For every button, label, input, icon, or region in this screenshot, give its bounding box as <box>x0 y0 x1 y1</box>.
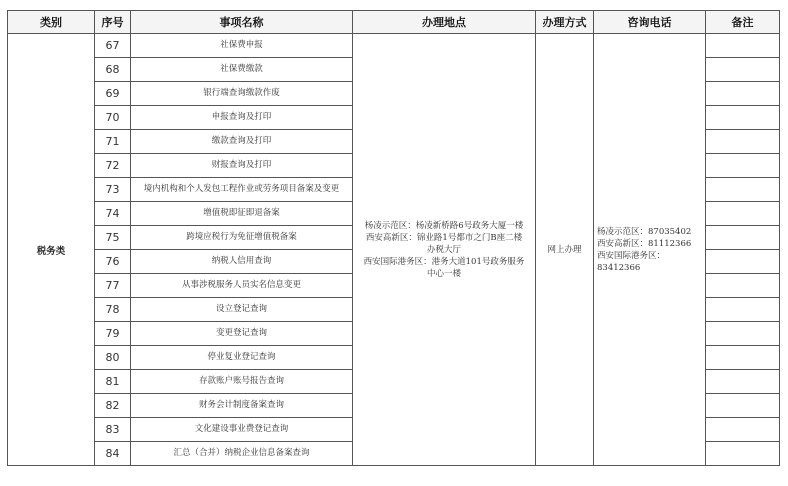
method-cell: 网上办理 <box>536 34 594 466</box>
item-name: 境内机构和个人发包工程作业或劳务项目备案及变更 <box>131 178 353 202</box>
item-name: 缴款查询及打印 <box>131 130 353 154</box>
remark-cell <box>706 322 780 346</box>
row-number: 82 <box>95 394 131 418</box>
row-number: 84 <box>95 442 131 466</box>
phone-cell <box>594 34 706 466</box>
row-number: 72 <box>95 154 131 178</box>
remark-cell <box>706 250 780 274</box>
remark-cell <box>706 130 780 154</box>
category-cell: 税务类 <box>8 34 95 466</box>
location-cell <box>353 34 536 466</box>
header-name: 事项名称 <box>131 11 353 34</box>
remark-cell <box>706 202 780 226</box>
table-row <box>8 34 780 58</box>
header-category: 类别 <box>8 11 95 34</box>
remark-cell <box>706 178 780 202</box>
item-name: 设立登记查询 <box>131 298 353 322</box>
item-name: 停业复业登记查询 <box>131 346 353 370</box>
location-line: 西安国际港务区：港务大道101号政务服务 <box>363 256 525 267</box>
row-number: 81 <box>95 370 131 394</box>
remark-cell <box>706 394 780 418</box>
location-line: 中心一楼 <box>426 268 461 279</box>
remark-cell <box>706 226 780 250</box>
location-line: 西安高新区：锦业路1号都市之门B座二楼 <box>365 232 523 243</box>
row-number: 67 <box>95 34 131 58</box>
header-location: 办理地点 <box>353 11 536 34</box>
phone-line: 83412366 <box>597 262 641 273</box>
row-number: 83 <box>95 418 131 442</box>
row-number: 78 <box>95 298 131 322</box>
item-name: 跨境应税行为免征增值税备案 <box>131 226 353 250</box>
row-number: 68 <box>95 58 131 82</box>
header-no: 序号 <box>95 11 131 34</box>
location-line: 办税大厅 <box>426 244 461 255</box>
item-name: 银行端查询缴款作废 <box>131 82 353 106</box>
row-number: 74 <box>95 202 131 226</box>
row-number: 73 <box>95 178 131 202</box>
row-number: 80 <box>95 346 131 370</box>
item-name: 纳税人信用查询 <box>131 250 353 274</box>
item-name: 存款账户账号报告查询 <box>131 370 353 394</box>
remark-cell <box>706 418 780 442</box>
remark-cell <box>706 82 780 106</box>
row-number: 75 <box>95 226 131 250</box>
remark-cell <box>706 106 780 130</box>
location-line: 杨凌示范区：杨凌新桥路6号政务大厦一楼 <box>364 220 524 231</box>
phone-line: 西安高新区：81112366 <box>597 238 692 249</box>
item-name: 申报查询及打印 <box>131 106 353 130</box>
item-name: 财报查询及打印 <box>131 154 353 178</box>
tax-items-table <box>7 10 780 466</box>
remark-cell <box>706 346 780 370</box>
item-name: 社保费缴款 <box>131 58 353 82</box>
remark-cell <box>706 34 780 58</box>
row-number: 76 <box>95 250 131 274</box>
header-phone: 咨询电话 <box>594 11 706 34</box>
header-remark: 备注 <box>706 11 780 34</box>
item-name: 社保费申报 <box>131 34 353 58</box>
item-name: 从事涉税服务人员实名信息变更 <box>131 274 353 298</box>
remark-cell <box>706 298 780 322</box>
row-number: 70 <box>95 106 131 130</box>
item-name: 变更登记查询 <box>131 322 353 346</box>
remark-cell <box>706 154 780 178</box>
remark-cell <box>706 370 780 394</box>
row-number: 79 <box>95 322 131 346</box>
header-row <box>8 11 780 34</box>
phone-line: 杨凌示范区：87035402 <box>597 226 692 237</box>
item-name: 汇总（合并）纳税企业信息备案查询 <box>131 442 353 466</box>
remark-cell <box>706 274 780 298</box>
row-number: 71 <box>95 130 131 154</box>
remark-cell <box>706 58 780 82</box>
item-name: 文化建设事业费登记查询 <box>131 418 353 442</box>
row-number: 77 <box>95 274 131 298</box>
header-method: 办理方式 <box>536 11 594 34</box>
item-name: 财务会计制度备案查询 <box>131 394 353 418</box>
remark-cell <box>706 442 780 466</box>
phone-line: 西安国际港务区： <box>597 250 666 261</box>
item-name: 增值税即征即退备案 <box>131 202 353 226</box>
row-number: 69 <box>95 82 131 106</box>
